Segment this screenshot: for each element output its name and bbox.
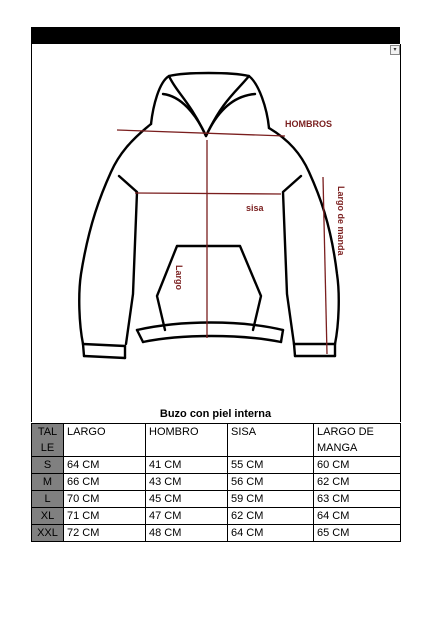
sleeve-measure-line — [323, 177, 327, 354]
table-cell: 43 CM — [146, 474, 228, 491]
body-left — [79, 124, 151, 344]
table-cell: 62 CM — [228, 508, 314, 525]
header-hombro: HOMBRO — [146, 424, 228, 457]
table-row — [32, 508, 401, 525]
table-cell: 65 CM — [314, 525, 401, 542]
caption: Buzo con piel interna — [159, 408, 272, 420]
table-cell: 62 CM — [314, 474, 401, 491]
table-cell: 47 CM — [146, 508, 228, 525]
header-talle: TAL LE — [32, 424, 64, 457]
label-largo-manga: Largo de manda — [336, 186, 346, 256]
label-largo: Largo — [174, 265, 184, 291]
table-cell: 48 CM — [146, 525, 228, 542]
sisa-measure-line — [135, 193, 281, 194]
hem — [137, 323, 283, 331]
header-largo-manga: LARGO DE MANGA — [314, 424, 401, 457]
label-sisa: sisa — [246, 203, 264, 213]
header-sisa: SISA — [228, 424, 314, 457]
size-cell: XXL — [32, 525, 64, 542]
size-table — [31, 423, 401, 542]
table-cell: 55 CM — [228, 457, 314, 474]
table-row — [32, 491, 401, 508]
pocket — [157, 246, 261, 330]
table-cell: 59 CM — [228, 491, 314, 508]
dropdown-arrow-icon[interactable]: ▾ — [390, 45, 400, 55]
table-cell: 70 CM — [64, 491, 146, 508]
table-header-row — [32, 424, 401, 457]
table-row — [32, 525, 401, 542]
table-cell: 66 CM — [64, 474, 146, 491]
table-cell: 64 CM — [64, 457, 146, 474]
table-cell: 45 CM — [146, 491, 228, 508]
table-cell: 60 CM — [314, 457, 401, 474]
table-cell: 63 CM — [314, 491, 401, 508]
left-cuff — [83, 344, 125, 346]
table-cell: 56 CM — [228, 474, 314, 491]
size-cell: XL — [32, 508, 64, 525]
table-row — [32, 457, 401, 474]
size-cell: M — [32, 474, 64, 491]
table-cell: 72 CM — [64, 525, 146, 542]
hood-outline — [151, 73, 269, 128]
size-cell: L — [32, 491, 64, 508]
size-cell: S — [32, 457, 64, 474]
header-largo: LARGO — [64, 424, 146, 457]
top-black-bar — [31, 27, 400, 44]
table-cell: 71 CM — [64, 508, 146, 525]
hood-inner — [169, 76, 249, 136]
body-right — [269, 128, 339, 344]
table-cell: 64 CM — [228, 525, 314, 542]
table-cell: 41 CM — [146, 457, 228, 474]
table-cell: 64 CM — [314, 508, 401, 525]
table-row — [32, 474, 401, 491]
label-hombros: HOMBROS — [285, 119, 332, 129]
